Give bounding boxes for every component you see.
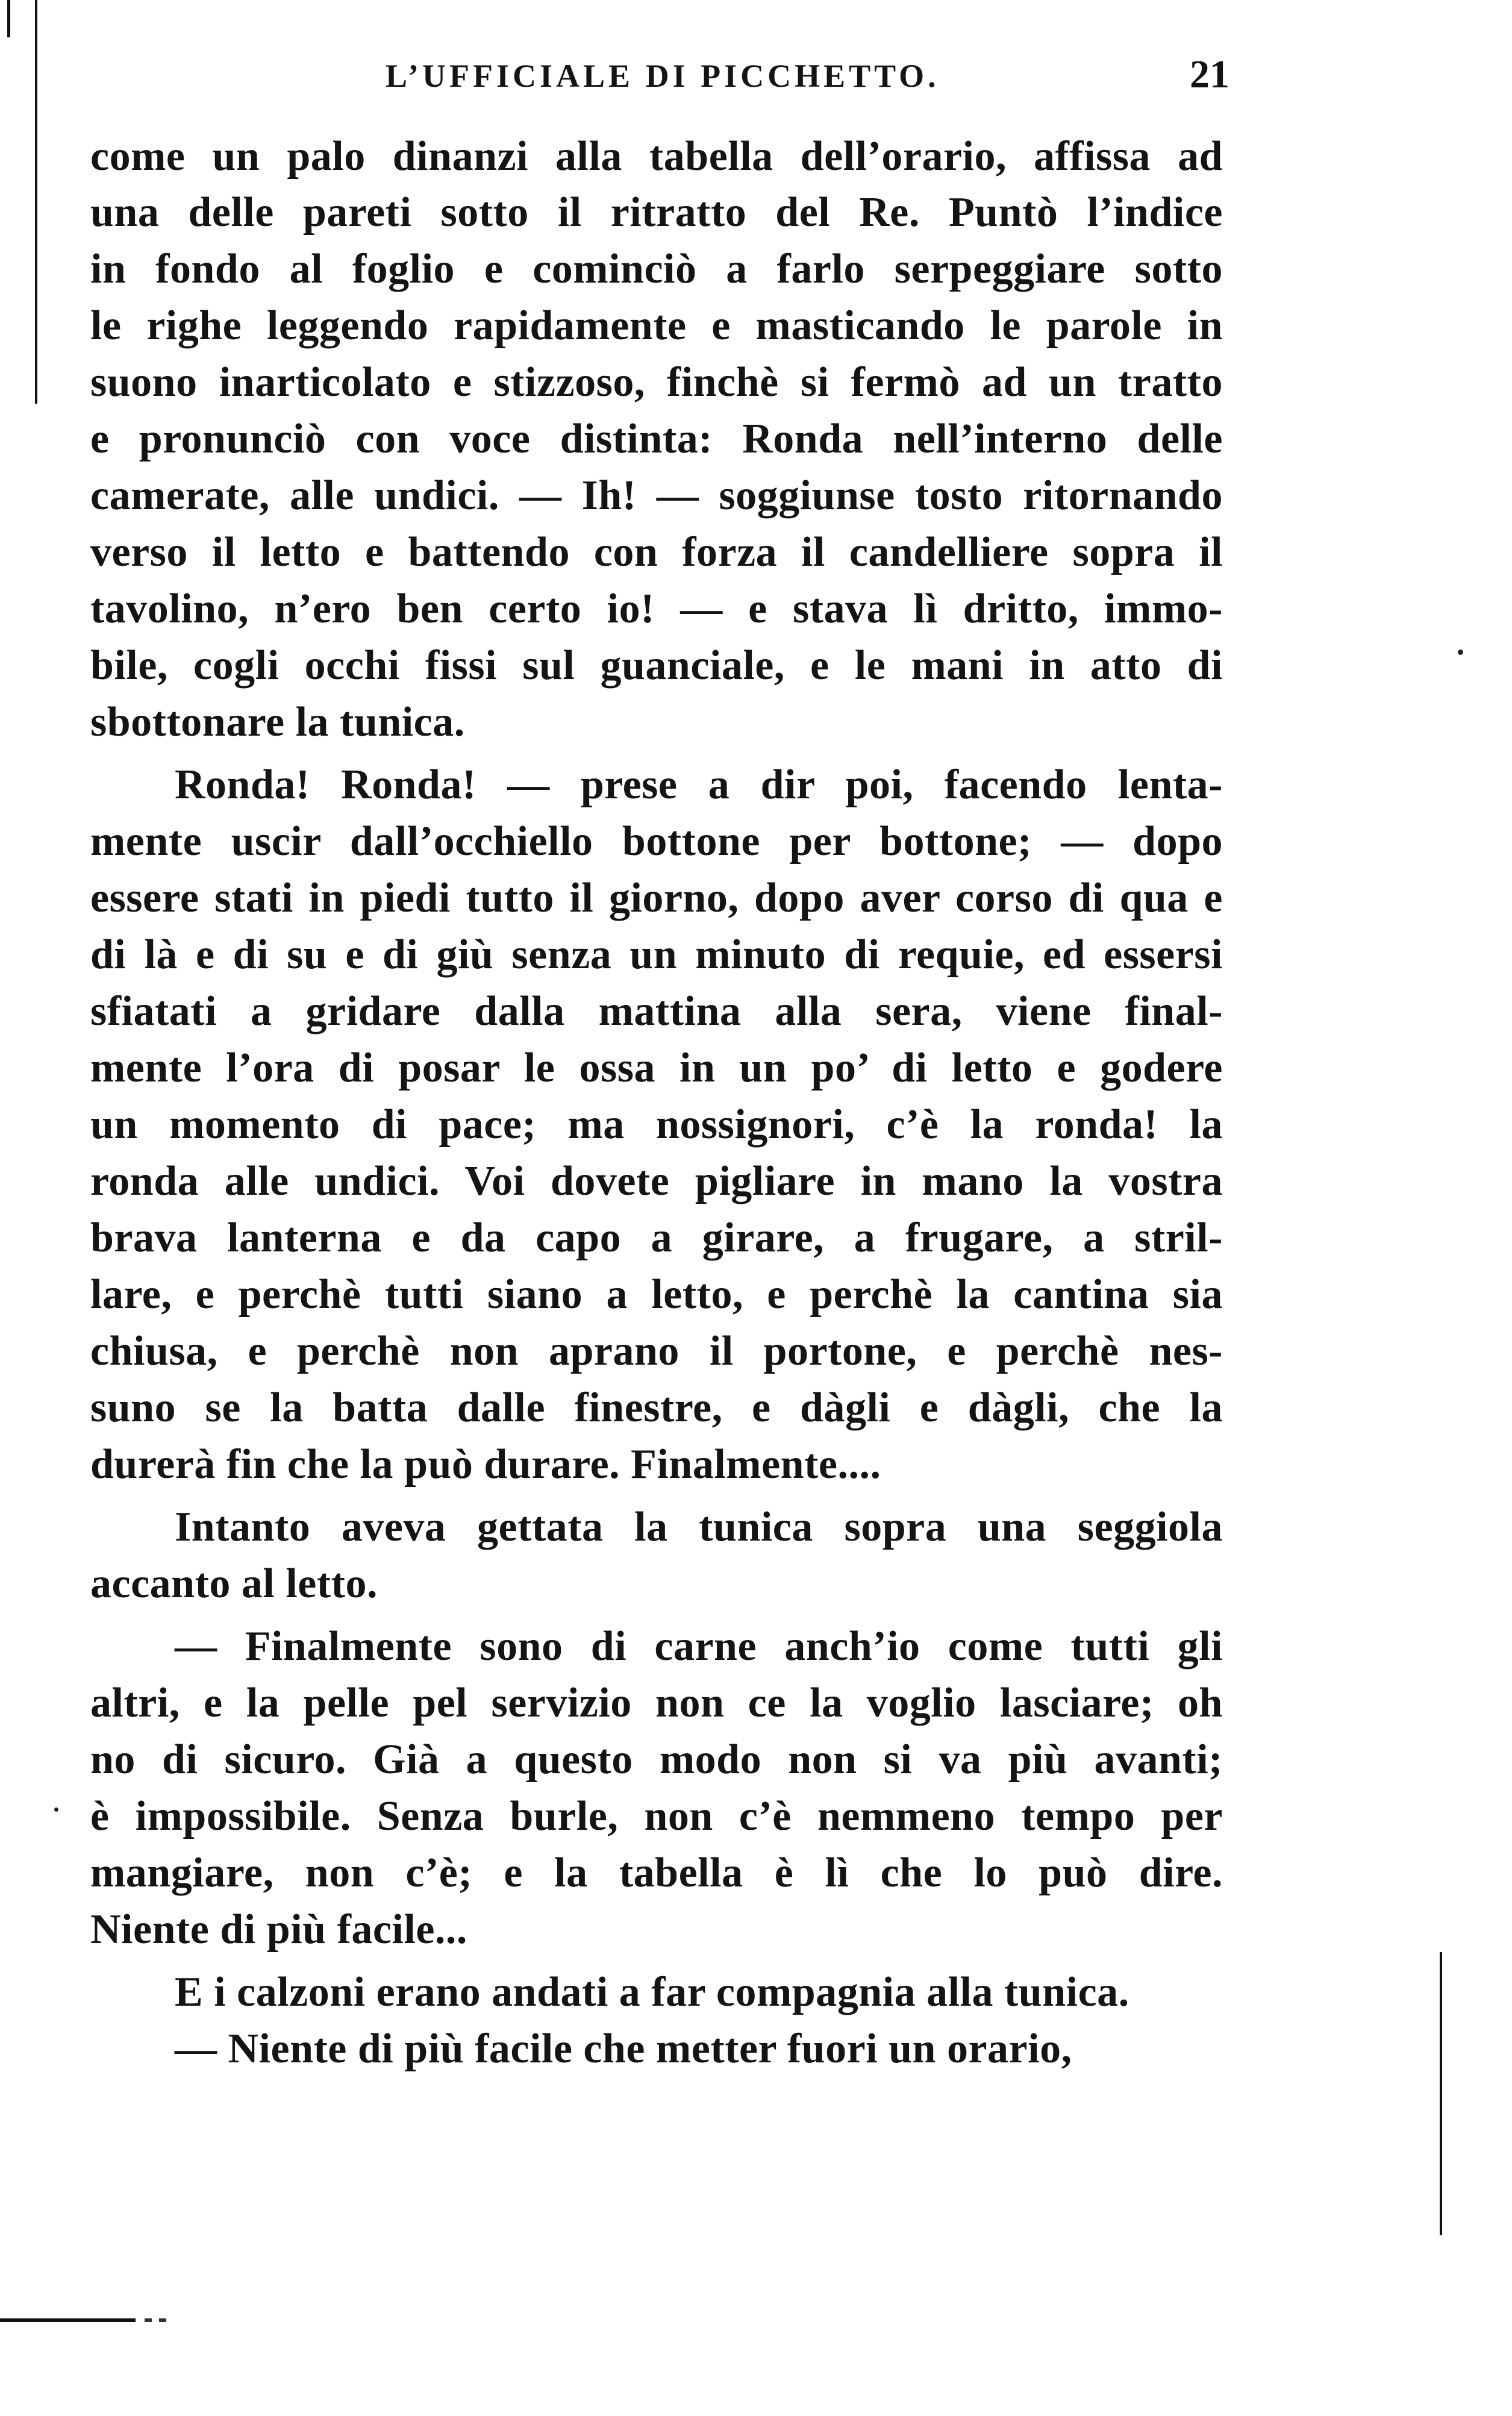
text-line: mente l’ora di posar le ossa in un po’ di letto e godere	[90, 1045, 1223, 1091]
text-line: le righe leggendo rapidamente e masticando le parole in	[90, 302, 1223, 349]
text-line: camerate, alle undici. — Ih! — soggiunse tosto ritornando	[90, 472, 1223, 519]
text-line: una delle pareti sotto il ritratto del Re. Puntò l’indice	[90, 189, 1223, 236]
text-line: mente uscir dall’occhiello bottone per bottone; — dopo	[90, 818, 1223, 865]
speck	[1458, 649, 1463, 655]
text-line: Ronda! Ronda! — prese a dir poi, facendo lenta-	[175, 762, 1223, 808]
page-number: 21	[1190, 52, 1229, 96]
text-line: mangiare, non c’è; e la tabella è lì che lo può dire.	[90, 1850, 1223, 1896]
text-line: suno se la batta dalle finestre, e dàgli e dàgli, che la	[90, 1385, 1223, 1431]
text-line: chiusa, e perchè non aprano il portone, e perchè nes-	[90, 1328, 1223, 1374]
text-line: no di sicuro. Già a questo modo non si va più avanti;	[90, 1736, 1223, 1783]
text-line: — Finalmente sono di carne anch’io come tutti gli	[175, 1623, 1223, 1670]
left-margin-rule-lower	[35, 0, 37, 404]
text-line: e pronunciò con voce distinta: Ronda nell’interno delle	[90, 416, 1223, 462]
text-line: durerà fin che la può durare. Finalmente....	[90, 1441, 881, 1488]
right-margin-rule	[1440, 1952, 1442, 2235]
text-line: tavolino, n’ero ben certo io! — e stava lì dritto, immo-	[90, 586, 1223, 632]
text-line: un momento di pace; ma nossignori, c’è la ronda! la	[90, 1101, 1223, 1148]
text-line: suono inarticolato e stizzoso, finchè si fermò ad un tratto	[90, 359, 1223, 405]
bottom-rule	[0, 2318, 181, 2322]
text-line: essere stati in piedi tutto il giorno, dopo aver corso di qua e	[90, 875, 1223, 921]
text-line: sbottonare la tunica.	[90, 699, 465, 745]
text-line: accanto al letto.	[90, 1560, 378, 1607]
speck	[54, 1807, 58, 1812]
text-line: di là e di su e di giù senza un minuto di requie, ed essersi	[90, 931, 1223, 978]
text-line: — Niente di più facile che metter fuori un orario,	[175, 2026, 1072, 2072]
text-line: Niente di più facile...	[90, 1906, 467, 1953]
text-line: è impossibile. Senza burle, non c’è nemmeno tempo per	[90, 1793, 1223, 1839]
text-line: Intanto aveva gettata la tunica sopra una seggiola	[175, 1504, 1223, 1550]
running-title: L’UFFICIALE DI PICCHETTO.	[386, 58, 940, 94]
text-line: ronda alle undici. Voi dovete pigliare in mano la vostra	[90, 1158, 1223, 1204]
text-line: verso il letto e battendo con forza il candelliere sopra il	[90, 529, 1223, 575]
text-line: brava lanterna e da capo a girare, a frugare, a stril-	[90, 1215, 1223, 1261]
left-margin-rule	[7, 0, 10, 37]
text-line: lare, e perchè tutti siano a letto, e perchè la cantina sia	[90, 1271, 1223, 1318]
text-line: bile, cogli occhi fissi sul guanciale, e le mani in atto di	[90, 642, 1223, 689]
text-line: sfiatati a gridare dalla mattina alla sera, viene final-	[90, 988, 1223, 1034]
text-line: altri, e la pelle pel servizio non ce la voglio lasciare; oh	[90, 1680, 1223, 1726]
text-line: come un palo dinanzi alla tabella dell’orario, affissa ad	[90, 133, 1223, 180]
text-line: in fondo al foglio e cominciò a farlo serpeggiare sotto	[90, 246, 1223, 292]
text-line: E i calzoni erano andati a far compagnia alla tunica.	[175, 1969, 1129, 2015]
